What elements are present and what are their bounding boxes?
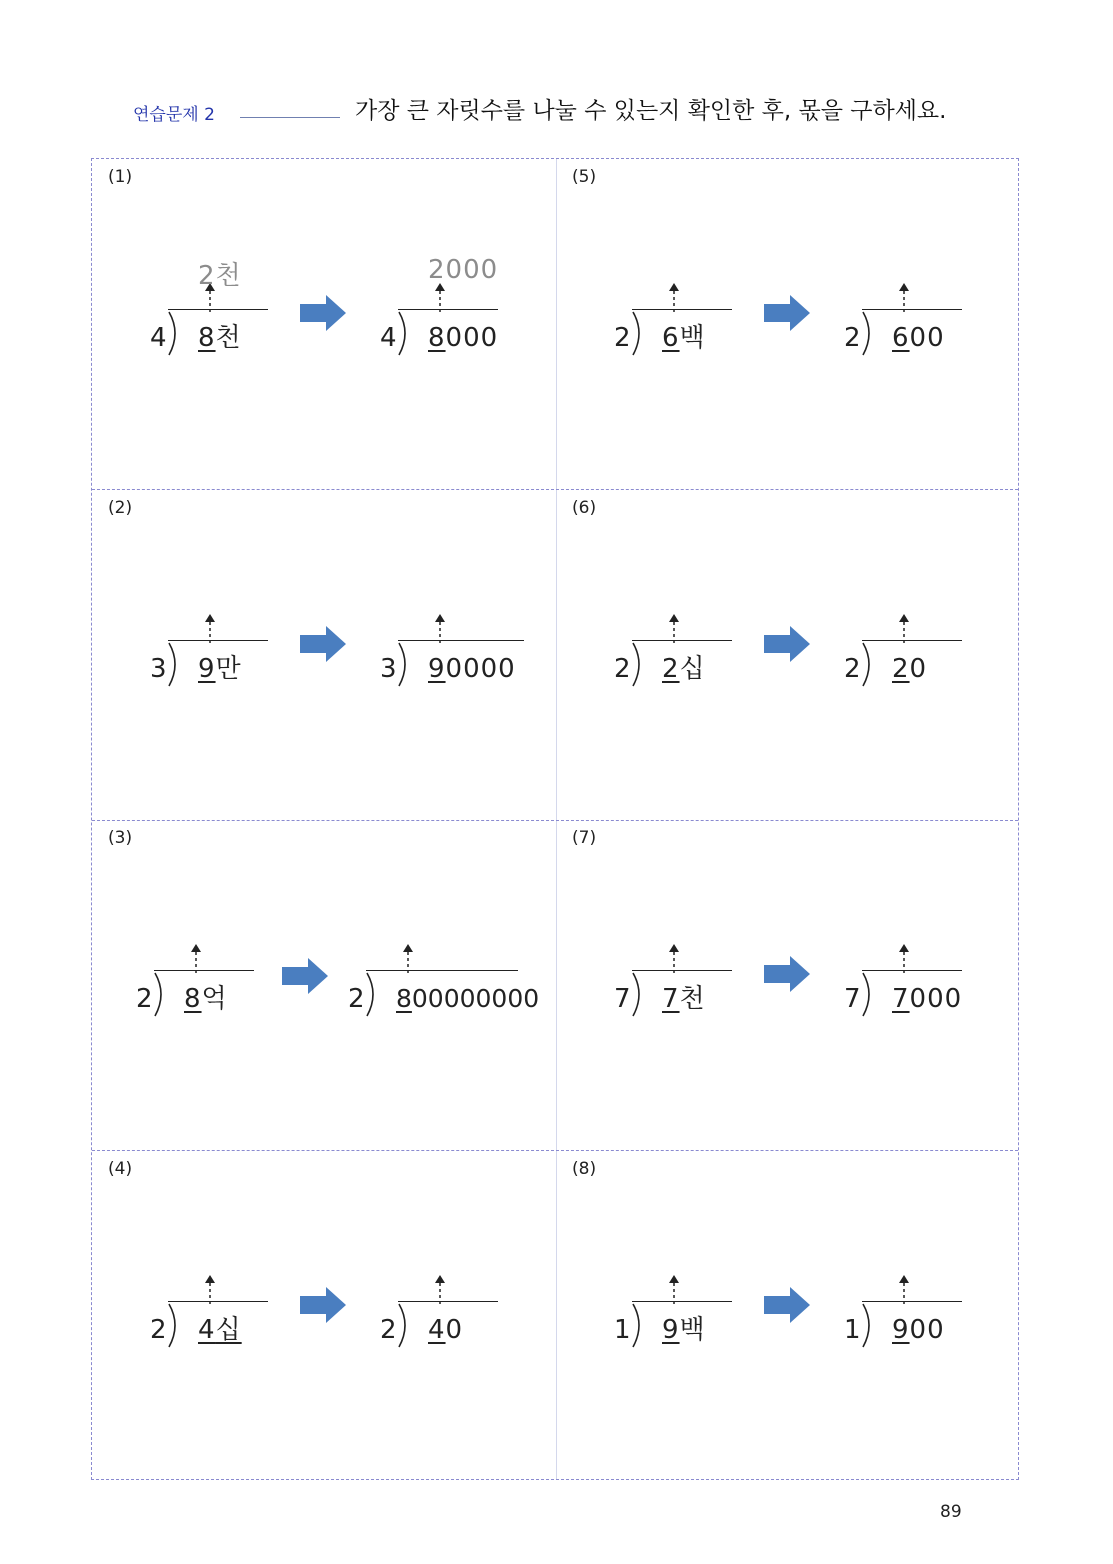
division-bar bbox=[366, 970, 518, 971]
up-arrow-icon bbox=[204, 1275, 216, 1305]
problem-cell bbox=[92, 820, 556, 1151]
division-bar bbox=[862, 1301, 962, 1302]
dividend bbox=[662, 1315, 706, 1345]
problem-cell bbox=[556, 159, 1020, 490]
dividend-rest: 000 bbox=[909, 984, 963, 1014]
problem-cell bbox=[92, 490, 556, 821]
up-arrow-icon bbox=[668, 283, 680, 313]
division-bar bbox=[168, 1301, 268, 1302]
divisor: 1 bbox=[614, 1314, 631, 1345]
division-bracket-icon bbox=[860, 311, 876, 357]
dividend-leading-digit: 9 bbox=[892, 1314, 910, 1345]
division-bar bbox=[632, 970, 732, 971]
divisor: 7 bbox=[614, 984, 631, 1014]
division-bracket-icon bbox=[166, 311, 182, 357]
problem-grid bbox=[91, 158, 1019, 1480]
problem-number: (4) bbox=[108, 1158, 133, 1179]
division-bracket-icon bbox=[396, 1303, 412, 1349]
division-bracket-icon bbox=[166, 1303, 182, 1349]
dividend-rest: 000 bbox=[445, 323, 499, 353]
up-arrow-icon bbox=[402, 944, 414, 974]
divisor: 3 bbox=[380, 653, 397, 684]
division-bar bbox=[168, 309, 268, 310]
divisor: 2 bbox=[844, 653, 861, 684]
dividend bbox=[184, 984, 228, 1014]
dividend-leading-digit: 7 bbox=[892, 984, 910, 1014]
dividend-rest: 천 bbox=[679, 984, 706, 1014]
dividend-leading-digit: 8 bbox=[184, 984, 202, 1014]
up-arrow-icon bbox=[898, 944, 910, 974]
dividend-rest: 00 bbox=[909, 323, 945, 353]
division-bracket-setup bbox=[348, 950, 540, 1020]
divisor: 2 bbox=[136, 984, 153, 1014]
dividend-rest: 0 bbox=[445, 1314, 464, 1345]
dividend bbox=[892, 984, 962, 1014]
division-bar bbox=[862, 640, 962, 641]
right-arrow-icon bbox=[764, 626, 810, 662]
division-bracket-setup bbox=[150, 1281, 280, 1351]
up-arrow-icon bbox=[898, 283, 910, 313]
division-bar bbox=[398, 640, 524, 641]
dividend-rest: 0 bbox=[909, 653, 928, 684]
dividend bbox=[892, 323, 945, 353]
up-arrow-icon bbox=[434, 614, 446, 644]
divisor: 2 bbox=[150, 1314, 167, 1345]
problem-number: (3) bbox=[108, 828, 133, 848]
dividend-leading-digit: 4 bbox=[428, 1314, 446, 1345]
dividend bbox=[662, 323, 706, 353]
division-bar bbox=[632, 640, 732, 641]
up-arrow-icon bbox=[434, 1275, 446, 1305]
page-number: 89 bbox=[940, 1502, 962, 1522]
right-arrow-icon bbox=[300, 1287, 346, 1323]
division-bracket-icon bbox=[630, 1303, 646, 1349]
problem-number: (2) bbox=[108, 497, 133, 518]
dividend-rest: 0000 bbox=[445, 653, 516, 684]
divisor: 4 bbox=[150, 323, 167, 353]
problem-number: (5) bbox=[572, 167, 597, 187]
dividend-leading-digit: 9 bbox=[662, 1314, 680, 1345]
dividend bbox=[892, 1315, 945, 1345]
division-bar bbox=[398, 1301, 498, 1302]
division-bracket-icon bbox=[396, 642, 412, 688]
dividend-leading-digit: 9 bbox=[428, 653, 446, 684]
dividend-rest: 십 bbox=[215, 1314, 242, 1345]
dividend-leading-digit: 6 bbox=[662, 323, 680, 353]
up-arrow-icon bbox=[898, 1275, 910, 1305]
dividend bbox=[198, 1315, 242, 1345]
division-bar bbox=[398, 309, 498, 310]
division-bracket-icon bbox=[396, 311, 412, 357]
dividend-leading-digit: 9 bbox=[198, 653, 216, 684]
division-bracket-icon bbox=[860, 972, 876, 1018]
right-arrow-icon bbox=[300, 626, 346, 662]
problem-cell bbox=[556, 1151, 1020, 1482]
right-arrow-icon bbox=[764, 1287, 810, 1323]
up-arrow-icon bbox=[190, 944, 202, 974]
division-bracket-icon bbox=[860, 642, 876, 688]
division-bar bbox=[862, 309, 962, 310]
problem-cell bbox=[556, 820, 1020, 1151]
division-bracket-setup bbox=[150, 261, 280, 359]
right-arrow-icon bbox=[764, 956, 810, 992]
division-bracket-setup bbox=[380, 1281, 510, 1351]
quotient-answer: 2000 bbox=[428, 255, 499, 285]
dividend-rest: 백 bbox=[679, 323, 706, 353]
division-bracket-icon bbox=[152, 972, 168, 1018]
exercise-label: 연습문제 2 bbox=[133, 105, 215, 125]
problem-number: (6) bbox=[572, 497, 597, 518]
division-bracket-icon bbox=[364, 972, 380, 1018]
divisor: 2 bbox=[614, 323, 631, 353]
up-arrow-icon bbox=[668, 614, 680, 644]
answer-blank-line bbox=[240, 117, 340, 118]
division-bracket-icon bbox=[630, 311, 646, 357]
dividend bbox=[662, 984, 706, 1014]
up-arrow-icon bbox=[668, 1275, 680, 1305]
dividend-rest: 만 bbox=[215, 653, 242, 684]
division-bar bbox=[632, 309, 732, 310]
divisor: 1 bbox=[844, 1314, 861, 1345]
dividend bbox=[428, 323, 498, 353]
division-bracket-setup bbox=[614, 1281, 744, 1351]
division-bar bbox=[154, 970, 254, 971]
division-bracket-setup bbox=[614, 620, 744, 690]
division-bracket-setup bbox=[844, 289, 974, 359]
quotient-answer: 2천 bbox=[198, 261, 242, 291]
problem-cell bbox=[556, 490, 1020, 821]
division-bracket-setup bbox=[614, 289, 744, 359]
problem-number: (7) bbox=[572, 828, 597, 848]
divisor: 4 bbox=[380, 323, 397, 353]
up-arrow-icon bbox=[204, 614, 216, 644]
division-bar bbox=[168, 640, 268, 641]
dividend bbox=[198, 323, 242, 353]
dividend-rest: 00 bbox=[909, 1314, 945, 1345]
dividend-leading-digit: 7 bbox=[662, 984, 680, 1014]
dividend-leading-digit: 6 bbox=[892, 323, 910, 353]
dividend-leading-digit: 2 bbox=[662, 653, 680, 684]
dividend-leading-digit: 4 bbox=[198, 1314, 216, 1345]
dividend-rest: 백 bbox=[679, 1314, 706, 1345]
dividend-rest: 억 bbox=[201, 984, 228, 1014]
division-bracket-icon bbox=[630, 972, 646, 1018]
dividend bbox=[892, 654, 927, 684]
divisor: 2 bbox=[348, 984, 365, 1014]
divisor: 7 bbox=[844, 984, 861, 1014]
up-arrow-icon bbox=[898, 614, 910, 644]
divisor: 2 bbox=[844, 323, 861, 353]
division-bracket-setup bbox=[844, 950, 974, 1020]
problem-number: (1) bbox=[108, 167, 133, 187]
instruction-text: 가장 큰 자릿수를 나눌 수 있는지 확인한 후, 몫을 구하세요. bbox=[355, 98, 947, 124]
dividend bbox=[428, 1315, 463, 1345]
dividend bbox=[396, 984, 539, 1014]
division-bracket-setup bbox=[380, 620, 536, 690]
divisor: 3 bbox=[150, 653, 167, 684]
up-arrow-icon bbox=[668, 944, 680, 974]
dividend-rest: 천 bbox=[215, 323, 242, 353]
division-bracket-setup bbox=[380, 255, 510, 359]
dividend-rest: 00000000 bbox=[411, 984, 540, 1013]
dividend bbox=[662, 654, 706, 684]
dividend-leading-digit: 8 bbox=[396, 984, 412, 1013]
problem-cell bbox=[92, 159, 556, 490]
division-bracket-setup bbox=[844, 620, 974, 690]
division-bracket-setup bbox=[136, 950, 266, 1020]
dividend-leading-digit: 8 bbox=[428, 323, 446, 353]
division-bar bbox=[632, 1301, 732, 1302]
division-bracket-setup bbox=[150, 620, 280, 690]
division-bracket-setup bbox=[614, 950, 744, 1020]
right-arrow-icon bbox=[300, 295, 346, 331]
divisor: 2 bbox=[380, 1314, 397, 1345]
dividend bbox=[428, 654, 516, 684]
division-bracket-icon bbox=[166, 642, 182, 688]
right-arrow-icon bbox=[282, 958, 328, 994]
division-bracket-icon bbox=[630, 642, 646, 688]
division-bar bbox=[862, 970, 962, 971]
right-arrow-icon bbox=[764, 295, 810, 331]
worksheet-header bbox=[0, 88, 1113, 128]
dividend-rest: 십 bbox=[679, 653, 706, 684]
division-bracket-icon bbox=[860, 1303, 876, 1349]
problem-number: (8) bbox=[572, 1158, 597, 1179]
divisor: 2 bbox=[614, 653, 631, 684]
division-bracket-setup bbox=[844, 1281, 974, 1351]
up-arrow-icon bbox=[434, 283, 446, 313]
dividend-leading-digit: 8 bbox=[198, 323, 216, 353]
dividend bbox=[198, 654, 242, 684]
problem-cell bbox=[92, 1151, 556, 1482]
dividend-leading-digit: 2 bbox=[892, 653, 910, 684]
